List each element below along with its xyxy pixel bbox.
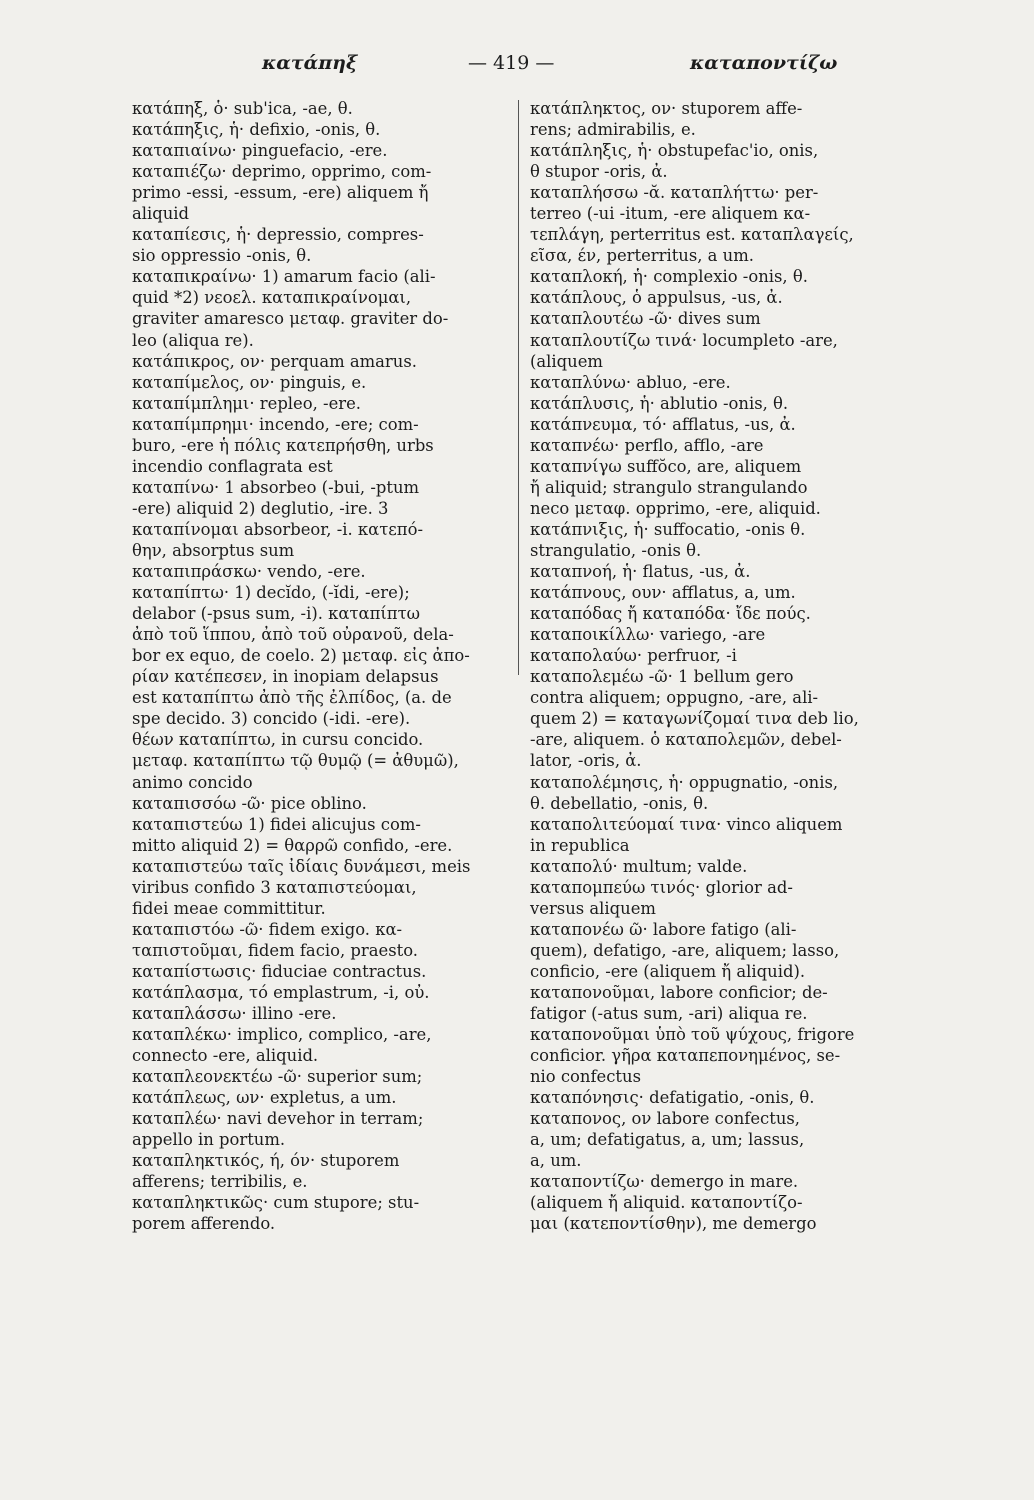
text-line: καταπλέκω· implico, complico, -are,	[132, 1025, 432, 1045]
text-line: καταπίνομαι absorbeor, -i. κατεπό-	[132, 519, 423, 539]
text-line: est καταπίπτω ἀπὸ τῆς ἐλπίδος, (a. de	[132, 688, 452, 708]
text-line: καταπισσόω -ῶ· pice oblino.	[132, 793, 367, 813]
text-line: κατάπηξ, ὁ· sub'ica, -ae, θ.	[132, 99, 353, 118]
text-line: κατάπηξις, ἡ· defixio, -onis, θ.	[132, 120, 381, 140]
text-line: fidei meae committitur.	[132, 898, 326, 918]
text-line: κατάπλασμα, τό emplastrum, -i, οὐ.	[132, 982, 430, 1002]
text-line: κατάπλους, ὁ appulsus, -us, ἀ.	[530, 288, 783, 308]
text-line: -ere) aliquid 2) deglutio, -ire. 3	[132, 498, 389, 518]
text-line: καταπλέω· navi devehor in terram;	[132, 1109, 424, 1129]
text-line: connecto -ere, aliquid.	[132, 1046, 319, 1066]
text-line: afferens; terribilis, e.	[132, 1172, 308, 1192]
header-right-guide-word: καταποντίζω	[690, 52, 838, 74]
header-left-guide-word: κατάπηξ	[262, 52, 358, 74]
text-line: θέων καταπίπτω, in cursu concido.	[132, 730, 424, 750]
text-line: ἤ aliquid; strangulo strangulando	[530, 477, 808, 497]
right-column	[530, 98, 908, 1235]
text-line: quem 2) = καταγωνίζομαί τινα deb lio,	[530, 709, 859, 729]
text-line: κατάπνους, ουν· afflatus, a, um.	[530, 583, 796, 603]
text-line: καταπίνω· 1 absorbeo (-bui, -ptum	[132, 477, 420, 497]
text-line: καταπολιτεύομαί τινα· vinco aliquem	[530, 814, 843, 834]
text-line: καταποντίζω· demergo in mare.	[530, 1172, 799, 1192]
text-line: (aliquem ἤ aliquid. καταποντίζο-	[530, 1193, 803, 1213]
text-line: θην, absorptus sum	[132, 540, 295, 560]
text-line: quem), defatigo, -are, aliquem; lasso,	[530, 940, 840, 960]
text-line: viribus confido 3 καταπιστεύομαι,	[132, 877, 417, 897]
text-line: μαι (κατεποντίσθην), me demergo	[530, 1214, 817, 1234]
text-line: κατάπληξις, ἡ· obstupefac'io, onis,	[530, 141, 819, 161]
text-line: κατάπλεως, ων· expletus, a um.	[132, 1088, 397, 1108]
page-header	[0, 52, 1034, 82]
text-line: καταπολεμέω -ῶ· 1 bellum gero	[530, 667, 794, 687]
text-line: contra aliquem; oppugno, -are, ali-	[530, 688, 819, 708]
page-number: — 419 —	[468, 52, 555, 74]
text-line: primo -essi, -essum, -ere) aliquem ἤ	[132, 183, 429, 203]
text-line: καταπίμπρημι· incendo, -ere; com-	[132, 414, 419, 434]
text-line: appello in portum.	[132, 1130, 286, 1150]
text-line: conficior. γῆρα καταπεπονημένος, se-	[530, 1046, 841, 1066]
text-line: κατάπληκτος, ον· stuporem affe-	[530, 99, 803, 118]
text-line: τεπλάγη, perterritus est. καταπλαγείς,	[530, 225, 854, 245]
text-line: ταπιστοῦμαι, fidem facio, praesto.	[132, 940, 419, 960]
text-line: καταπλουτίζω τινά· locumpleto -are,	[530, 330, 838, 350]
text-line: conficio, -ere (aliquem ἤ aliquid).	[530, 961, 806, 981]
text-line: καταπλάσσω· illino -ere.	[132, 1004, 337, 1024]
text-line: spe decido. 3) concido (-idi. -ere).	[132, 709, 411, 729]
text-line: καταπλουτέω -ῶ· dives sum	[530, 309, 761, 329]
text-line: θ stupor -oris, ἀ.	[530, 162, 668, 182]
text-line: a, um.	[530, 1151, 582, 1171]
text-line: rens; admirabilis, e.	[530, 120, 696, 140]
text-line: καταπίμπλημι· repleo, -ere.	[132, 393, 362, 413]
text-line: καταπλεονεκτέω -ῶ· superior sum;	[132, 1067, 423, 1087]
text-line: θ. debellatio, -onis, θ.	[530, 793, 709, 813]
text-line: καταπίμελος, ον· pinguis, e.	[132, 372, 367, 392]
text-line: καταπιαίνω· pinguefacio, -ere.	[132, 141, 388, 161]
text-line: καταπολέμησις, ἡ· oppugnatio, -onis,	[530, 772, 839, 792]
text-line: neco μεταφ. opprimo, -ere, aliquid.	[530, 498, 821, 518]
text-line: καταπικραίνω· 1) amarum facio (ali-	[132, 267, 436, 287]
text-line: sio oppressio -onis, θ.	[132, 246, 312, 266]
text-line: καταπιπράσκω· vendo, -ere.	[132, 562, 366, 582]
text-line: -are, aliquem. ὁ καταπολεμῶν, debel-	[530, 730, 842, 750]
text-line: buro, -ere ἡ πόλις κατεπρήσθη, urbs	[132, 435, 434, 455]
text-line: καταπιστεύω ταῖς ἰδίαις δυνάμεσι, meis	[132, 856, 471, 876]
text-line: καταπιστεύω 1) fidei alicujus com-	[132, 814, 421, 834]
text-line: μεταφ. καταπίπτω τῷ θυμῷ (= ἀθυμῶ),	[132, 751, 459, 771]
column-divider	[518, 100, 519, 675]
text-line: in republica	[530, 835, 630, 855]
text-line: καταπλοκή, ἡ· complexio -onis, θ.	[530, 267, 808, 287]
text-line: καταπονος, ον labore confectus,	[530, 1109, 800, 1129]
text-line: καταπίστωσις· fiduciae contractus.	[132, 961, 427, 981]
text-line: καταποικίλλω· variego, -are	[530, 625, 766, 645]
text-line: καταπομπεύω τινός· glorior ad-	[530, 877, 793, 897]
text-line: delabor (-psus sum, -i). καταπίπτω	[132, 604, 421, 624]
text-line: κατάπλυσις, ἡ· ablutio -onis, θ.	[530, 393, 789, 413]
text-line: a, um; defatigatus, a, um; lassus,	[530, 1130, 805, 1150]
text-line: animo concido	[132, 772, 253, 792]
left-column	[132, 98, 516, 1235]
text-line: (aliquem	[530, 351, 603, 371]
text-line: καταπιέζω· deprimo, opprimo, com-	[132, 162, 432, 182]
text-line: versus aliquem	[530, 898, 656, 918]
text-line: κατάπνιξις, ἡ· suffocatio, -onis θ.	[530, 519, 806, 539]
text-line: καταπίπτω· 1) decĭdo, (-ĭdi, -ere);	[132, 583, 410, 603]
text-line: aliquid	[132, 204, 190, 224]
text-line: leo (aliqua re).	[132, 330, 254, 350]
text-line: καταπλήσσω -ᾰ. καταπλήττω· per-	[530, 183, 819, 203]
text-line: terreo (-ui -itum, -ere aliquem κα-	[530, 204, 811, 224]
text-line: bor ex equo, de coelo. 2) μεταφ. εἰς ἀπο-	[132, 646, 470, 666]
text-line: καταπονέω ῶ· labore fatigo (ali-	[530, 919, 797, 939]
text-line: nio confectus	[530, 1067, 641, 1087]
text-line: καταπληκτικῶς· cum stupore; stu-	[132, 1193, 420, 1213]
text-line: καταπίεσις, ἡ· depressio, compres-	[132, 225, 424, 245]
text-line: incendio conflagrata est	[132, 456, 333, 476]
text-line: porem afferendo.	[132, 1214, 276, 1234]
text-line: καταπολαύω· perfruor, -i	[530, 646, 737, 666]
text-line: καταπνέω· perflo, afflo, -are	[530, 435, 764, 455]
text-line: καταπιστόω -ῶ· fidem exigo. κα-	[132, 919, 403, 939]
text-line: κατάπνευμα, τό· afflatus, -us, ἀ.	[530, 414, 796, 434]
text-line: ἀπὸ τοῦ ἵππου, ἀπὸ τοῦ οὐρανοῦ, dela-	[132, 625, 454, 645]
text-line: fatigor (-atus sum, -ari) aliqua re.	[530, 1004, 808, 1024]
text-line: καταπλύνω· abluo, -ere.	[530, 372, 731, 392]
text-line: καταπονοῦμαι ὑπὸ τοῦ ψύχους, frigore	[530, 1025, 855, 1045]
text-line: καταπληκτικός, ή, όν· stuporem	[132, 1151, 400, 1171]
text-line: καταπνοή, ἡ· flatus, -us, ἀ.	[530, 562, 751, 582]
text-line: graviter amaresco μεταφ. graviter do-	[132, 309, 449, 329]
text-line: εῖσα, έν, perterritus, a um.	[530, 246, 754, 266]
text-line: strangulatio, -onis θ.	[530, 540, 702, 560]
text-line: lator, -oris, ἀ.	[530, 751, 642, 771]
text-line: mitto aliquid 2) = θαρρῶ confido, -ere.	[132, 835, 453, 855]
text-line: καταπόνησις· defatigatio, -onis, θ.	[530, 1088, 815, 1108]
text-line: καταπολύ· multum; valde.	[530, 856, 748, 876]
text-line: καταπονοῦμαι, labore conficior; de-	[530, 982, 828, 1002]
text-line: κατάπικρος, ον· perquam amarus.	[132, 351, 417, 371]
text-line: καταπνίγω suffŏco, are, aliquem	[530, 456, 802, 476]
text-line: ρίαν κατέπεσεν, in inopiam delapsus	[132, 667, 439, 687]
text-line: quid *2) νεοελ. καταπικραίνομαι,	[132, 288, 412, 308]
text-line: καταπόδας ἤ καταπόδα· ἴδε πούς.	[530, 604, 811, 624]
